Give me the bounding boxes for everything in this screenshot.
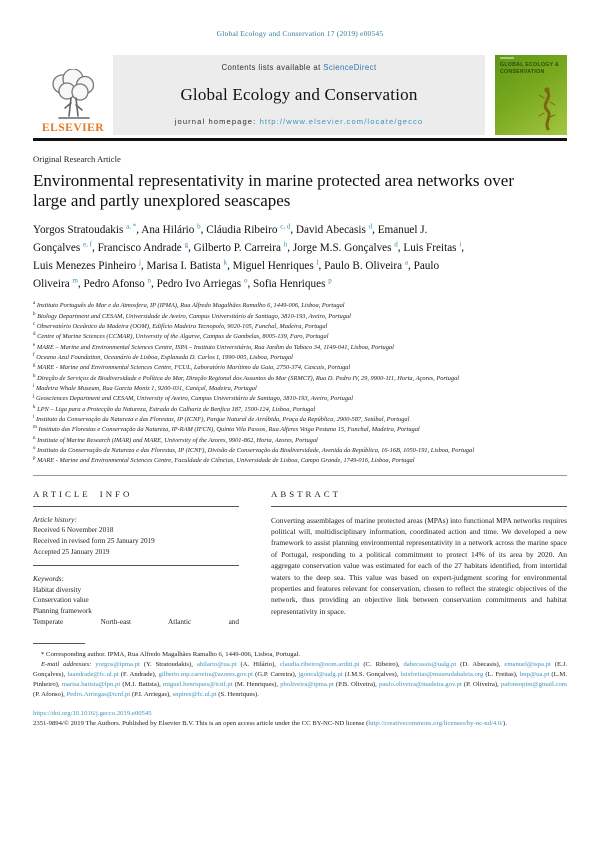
author-affiliation-ref[interactable]: k (223, 257, 228, 266)
email-link[interactable]: jgoncal@ualg.pt (298, 670, 343, 678)
abstract-text: Converting assemblages of marine protected areas (MPAs) into functional MPA networks requires political will, multidisciplinary information, coordinated action and time. We developed a new framework to assist planning environmental representativity in a network across the marine space of Portugal, responding to a political commitment to protect 14% of its area by 2020. An aggregate conservation value was estimated for each of the 27 habitats identified, from intertidal waters to the deep sea. This value was based on expert-judgment scoring for environmental properties and features relevant for conservation, chosen to reflect the strategic objectives of the network, thus providing an objective link between conservation commitments and habitat representativity in space. (271, 515, 567, 616)
author-name: Paulo Oliveira $^m$ (33, 259, 440, 290)
affiliation-line: $^p$ MARE - Marine and Environmental Sciences Centre, Faculdade de Ciências, Universidade de Lisboa, Campo Grande, 1749-016, Lisboa, Portugal (33, 456, 415, 465)
author-name: Cláudia Ribeiro $^{c, d}$ (206, 221, 291, 236)
journal-header-banner (33, 55, 567, 135)
author-name: Pedro Ivo Arriegas $^o$ (156, 276, 248, 290)
abstract-heading: ABSTRACT (271, 488, 341, 499)
affiliation-line: $^m$ Instituto das Florestas e Conservação da Natureza, IP-RAM (IFCN), Quinta Vila Passos, Rua Alferes Veiga Pestana 15, Funchal, Madeira, Portugal (33, 425, 420, 434)
affiliation-line: $^k$ LPN – Liga para a Protecção da Natureza, Estrada do Calhariz de Benfica 187, 1500-124, Lisboa, Portugal (33, 404, 316, 413)
info-abstract-columns (33, 476, 567, 628)
article-info-rule (33, 506, 239, 507)
author-name: Paulo B. Oliveira $^a$ (324, 257, 408, 272)
keywords-label: Keywords: (33, 574, 64, 583)
cover-journal-title: GLOBAL ECOLOGY & CONSERVATION (500, 62, 560, 75)
affiliation-sup: f (33, 352, 35, 358)
email-link[interactable]: emanuel@ispa.pt (504, 660, 551, 668)
journal-first-page (0, 29, 600, 847)
copyright-text: 2351-9894/© 2019 The Authors. Published by Elsevier B.V. This is an open access article under the CC BY-NC-ND license ( (33, 720, 369, 728)
author-list: Yorgos Stratoudakis $^{a, *}$, Ana Hilário $^b$, Cláudia Ribeiro $^{c, d}$, David Abecasis $^d$, Emanuel J. Gonçalves $^{e, f}$, Francisco Andrade $^g$, Gilberto P. Carreira $^h$, Jorge M.S. Gonçalves $^d$, Luis Freitas $^i$, Luis Menezes Pinheiro $^j$, Marisa I. Batista $^k$, Miguel Henriques $^l$, Paulo B. Oliveira $^a$, Paulo Oliveira $^m$, Pedro Afonso $^n$, Pedro Ivo Arriegas $^o$, Sofia Henriques $^p$ (33, 221, 465, 290)
cover-decoration (500, 57, 514, 59)
banner-center (113, 55, 485, 135)
banner-gap (485, 55, 495, 135)
contents-list-line (117, 63, 481, 72)
email-link[interactable]: faandrade@fc.ul.pt (67, 670, 119, 678)
history-line: Received in revised form 25 January 2019 (33, 537, 155, 546)
keyword: Planning framework (33, 607, 92, 616)
author-name: Miguel Henriques $^l$ (232, 257, 319, 272)
article-info-heading: ARTICLE INFO (33, 488, 133, 499)
author-name: Ana Hilário $^b$ (141, 221, 201, 236)
article-history-label: Article history: (33, 515, 77, 524)
author-affiliation-ref[interactable]: n (147, 276, 152, 285)
email-link[interactable]: snpires@fc.ul.pt (172, 691, 217, 699)
keyword: Temperate North-east Atlantic and (33, 618, 239, 627)
author-affiliation-ref[interactable]: d (394, 239, 398, 248)
contents-prefix: Contents lists available at (221, 63, 324, 72)
email-link[interactable]: marisa.batista@lpn.pt (61, 680, 121, 688)
article-info-column (33, 476, 271, 628)
email-link[interactable]: luisfreitas@museudabaleia.org (400, 670, 484, 678)
elsevier-tree-icon (45, 69, 101, 121)
author-name: Luis Menezes Pinheiro $^j$ (33, 257, 141, 272)
author-affiliation-ref[interactable]: j (138, 257, 141, 266)
email-addresses-note: E-mail addresses: yorgos@ipma.pt (Y. Stratoudakis), ahilario@ua.pt (A. Hilário), claudia.ribeiro@oom.arditi.pt (C. Ribeiro), dabecassis@ualg.pt (D. Abecasis), emanuel@ispa.pt (E.J. Gonçalves), faandrade@fc.ul.pt (F. Andrade), gilberto.mp.carreira@azores.gov.pt (G.P. Carreira), jgoncal@ualg.pt (J.M.S. Gonçalves), luisfreitas@museudabaleia.org (L. Freitas), lmp@ua.pt (L.M. Pinheiro), marisa.batista@lpn.pt (M.I. Batista), miguel.henriques@icnf.pt (M. Henriques), pboliveira@ipma.pt (P.B. Oliveira), paulo.oliveira@madeira.gov.pt (P. Oliveira), pafonsopim@gmail.com (P. Afonso), Pedro.Arriegas@icnf.pt (P.I. Arriegas), snpires@fc.ul.pt (S. Henriques). (33, 660, 568, 699)
affiliation-line: $^o$ Instituto da Conservação da Natureza e das Florestas, IP (ICNF), Divisão de Conservação da Biodiversidade, Avenida da República, 16-16B, 1050-191, Lisboa, Portugal (33, 445, 475, 455)
affiliation-line: $^l$ Instituto da Conservação da Natureza e das Florestas, IP (ICNF), Parque Natural de Arrábida, Praça da República, 2900-587, Setúbal, Portugal (33, 414, 410, 424)
affiliation-sup: i (33, 383, 35, 389)
journal-cover-thumbnail[interactable] (495, 55, 567, 135)
email-link[interactable]: miguel.henriques@icnf.pt (162, 680, 233, 688)
author-affiliation-ref[interactable]: d (368, 221, 373, 230)
author-affiliation-ref[interactable]: i (459, 239, 462, 248)
email-link[interactable]: yorgos@ipma.pt (95, 660, 140, 668)
affiliation-sup: c (33, 321, 36, 327)
email-link[interactable]: ahilario@ua.pt (196, 660, 237, 668)
elsevier-wordmark: ELSEVIER (41, 122, 105, 134)
homepage-label: journal homepage: (174, 117, 260, 126)
author-name: Sofia Henriques $^p$ (253, 276, 332, 290)
email-link[interactable]: lmp@ua.pt (519, 670, 550, 678)
author-name: Pedro Afonso $^n$ (83, 276, 152, 290)
affiliation-line: $^h$ Direção de Serviços de Biodiversidade e Política do Mar, Direção Regional dos Assuntos do Mar (SRMCT), Rua D. Pedro IV, 29, 9900-111, Horta, Açores, Portugal (33, 373, 460, 382)
homepage-url-link[interactable]: http://www.elsevier.com/locate/gecco (259, 117, 424, 126)
author-name: Gilberto P. Carreira $^h$ (193, 239, 288, 254)
journal-homepage-line (117, 117, 481, 126)
elsevier-logo[interactable] (33, 55, 113, 135)
doi-link[interactable]: https://doi.org/10.1016/j.gecco.2019.e00545 (33, 710, 152, 718)
copyright-line (33, 719, 567, 729)
affiliation-sup: g (33, 363, 36, 369)
email-link[interactable]: gilberto.mp.carreira@azores.gov.pt (158, 670, 254, 678)
author-affiliation-ref[interactable]: a (404, 257, 408, 266)
journal-title: Global Ecology and Conservation (180, 84, 418, 104)
author-name: David Abecasis $^d$ (295, 221, 373, 236)
author-affiliation-ref[interactable]: c, d (280, 221, 291, 230)
header-divider (33, 138, 567, 141)
affiliation-line: $^j$ Geosciences Department and CESAM, University of Aveiro, Campus Universitário de Santiago, 3810-193, Aveiro, Portugal (33, 394, 353, 403)
affiliation-line: $^d$ Centre of Marine Sciences (CCMAR), University of the Algarve, Campus de Gambelas, 8005-139, Faro, Portugal (33, 332, 329, 341)
keyword: Conservation value (33, 596, 89, 605)
email-label: E-mail addresses: (41, 660, 92, 668)
affiliation-line: $^g$ MARE - Marine and Environmental Sciences Centre, FCUL, Laboratório Marítimo da Guia, 2750-374, Cascais, Portugal (33, 363, 351, 372)
doi-line (33, 710, 567, 717)
author-name: Emanuel J. Gonçalves $^{e, f}$ (33, 223, 428, 254)
email-link[interactable]: pafonsopim@gmail.com (500, 680, 568, 688)
affiliation-sup: l (33, 414, 35, 420)
affiliation-sup: b (33, 311, 36, 317)
email-link[interactable]: pboliveira@ipma.pt (280, 680, 334, 688)
author-affiliation-ref[interactable]: a, * (126, 221, 137, 230)
affiliation-line: $^n$ Institute of Marine Research (IMAR) and MARE, University of the Azores, 9901-862, Horta, Azores, Portugal (33, 435, 318, 444)
email-link[interactable]: Pedro.Arriegas@icnf.pt (66, 691, 131, 699)
affiliation-sup: p (33, 456, 36, 462)
running-head-citation[interactable]: Global Ecology and Conservation 17 (2019) e00545 (216, 29, 384, 38)
license-link[interactable]: http://creativecommons.org/licenses/by-nc-nd/4.0/ (368, 720, 504, 728)
affiliation-sup: j (33, 394, 35, 400)
author-affiliation-ref[interactable]: o (243, 276, 248, 285)
affiliation-sup: e (33, 342, 36, 348)
abstract-column (271, 476, 567, 628)
author-name: Jorge M.S. Gonçalves $^d$ (292, 239, 398, 254)
author-affiliation-ref[interactable]: e, f (83, 239, 92, 248)
author-name: Luis Freitas $^i$ (403, 239, 462, 254)
footnote-block (33, 650, 567, 700)
keyword: Habitat diversity (33, 585, 82, 594)
affiliation-sup: m (33, 425, 37, 431)
author-affiliation-ref[interactable]: m (72, 276, 78, 285)
gecko-icon (535, 86, 561, 132)
affiliation-sup: n (33, 435, 36, 441)
history-line: Received 6 November 2018 (33, 526, 114, 535)
article-history-lines (33, 525, 239, 557)
author-name: Marisa I. Batista $^k$ (146, 257, 228, 272)
affiliation-line: $^i$ Madeira Whale Museum, Rua Garcia Moniz 1, 9200-031, Caniçal, Madeira, Portugal (33, 383, 257, 393)
author-affiliation-ref[interactable]: h (283, 239, 288, 248)
author-affiliation-ref[interactable]: l (316, 257, 319, 266)
affiliation-line: $^f$ Oceano Azul Foundation, Oceanário de Lisboa, Esplanada D. Carlos I, 1990-005, Lisboa, Portugal (33, 352, 293, 361)
affiliation-list (33, 300, 567, 466)
article-title: Environmental representativity in marine protected area networks over large and partly unexplored seascapes (33, 171, 515, 211)
abstract-rule (271, 506, 567, 507)
affiliation-sup: o (33, 445, 36, 451)
keyword-lines (33, 585, 239, 628)
email-link[interactable]: claudia.ribeiro@oom.arditi.pt (279, 660, 360, 668)
affiliation-sup: k (33, 404, 36, 410)
author-affiliation-ref[interactable]: g (184, 239, 189, 248)
affiliation-sup: h (33, 373, 36, 379)
article-type-label: Original Research Article (33, 154, 121, 164)
sciencedirect-link[interactable]: ScienceDirect (323, 63, 377, 72)
author-name: Yorgos Stratoudakis $^{a, *}$ (33, 221, 137, 236)
email-link[interactable]: paulo.oliveira@madeira.gov.pt (378, 680, 462, 688)
copyright-suffix: ). (503, 720, 507, 728)
footnote-divider (33, 643, 85, 644)
corresponding-author-note: * Corresponding author. IPMA, Rua Alfredo Magalhães Ramalho 6, 1449-006, Lisboa, Portugal. (41, 650, 301, 658)
history-line: Accepted 25 January 2019 (33, 548, 110, 557)
keywords-block (33, 574, 239, 628)
affiliation-sup: d (33, 332, 36, 338)
affiliation-line: $^e$ MARE – Marine and Environmental Sciences Centre, ISPA – Instituto Universitário, Rua Jardim do Tabaco 34, 1149-041, Lisboa, Portugal (33, 342, 394, 351)
affiliation-line: $^a$ Instituto Português do Mar e da Atmosfera, IP (IPMA), Rua Alfredo Magalhães Ramalho 6, 1449-006, Lisboa, Portugal (33, 301, 345, 310)
affiliation-line: $^c$ Observatório Oceânico da Madeira (OOM), Edifício Madeira Tecnopolo, 9020-105, Funchal, Madeira, Portugal (33, 321, 328, 330)
author-affiliation-ref[interactable]: p (328, 276, 332, 285)
email-link[interactable]: dabecassis@ualg.pt (403, 660, 457, 668)
keywords-rule (33, 565, 239, 566)
author-affiliation-ref[interactable]: b (197, 221, 201, 230)
author-name: Francisco Andrade $^g$ (97, 239, 189, 254)
affiliation-sup: a (33, 301, 36, 307)
article-history-block (33, 515, 239, 558)
affiliation-line: $^b$ Biology Department and CESAM, Universidade de Aveiro, Campus Universitário de Santiago, 3810-193, Aveiro, Portugal (33, 311, 351, 320)
